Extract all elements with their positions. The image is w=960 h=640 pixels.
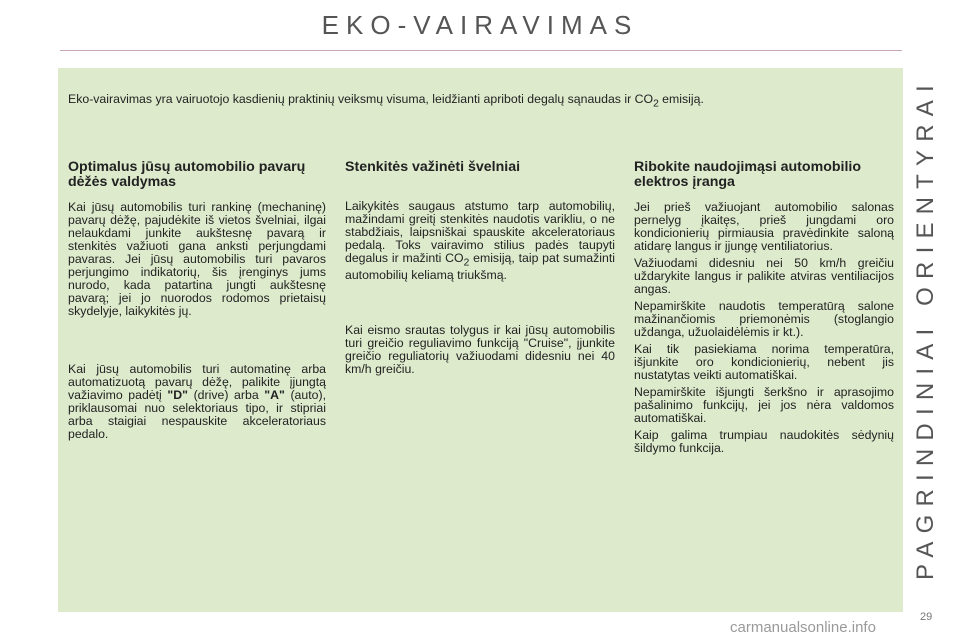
title-divider bbox=[60, 50, 902, 51]
electrical-paragraph: Jei prieš važiuojant automobilio salonas pernelyg įkaitęs, prieš jungdami oro kondicionierių pirmiausia pravėdinkite saloną atidarę langus ir įjungę ventiliatorius. bbox=[634, 200, 894, 253]
smooth-driving-heading: Stenkitės važinėti švelniai bbox=[345, 159, 521, 175]
intro-text-end: emisiją. bbox=[658, 92, 704, 106]
gearbox-heading: Optimalus jūsų automobilio pavarų dėžės valdymas bbox=[68, 159, 306, 190]
content-panel bbox=[58, 68, 903, 612]
intro-subscript: 2 bbox=[653, 98, 659, 110]
column-electrical bbox=[634, 160, 894, 459]
column-gearbox bbox=[68, 160, 326, 441]
section-side-title: PAGRINDINIAI ORIENTYRAI bbox=[912, 77, 939, 580]
intro-text: Eko-vairavimas yra vairuotojo kasdienių praktinių veiksmų visuma, leidžianti apriboti degalų sąnaudas ir CO bbox=[68, 92, 654, 106]
smooth-text-2: emisiją, taip pat sumažinti automobilių keliamą triukšmą. bbox=[345, 251, 615, 283]
gearbox-manual-paragraph: Kai jūsų automobilis turi rankinę (mechaninę) pavarų dėžę, pajudėkite iš vietos švelniai, ilgai nelaukdami junkite aukštesnę pavarą ir stenkitės važiuoti gana anksti perjungdami pavaras. Jei jūsų automobilis turi pavaros perjungimo indikatorių, šis įrenginys jums nurodo, kada patartina jungti aukštesnę pavarą; jei jo nuorodos rodomos prietaisų skydelyje, laikykitės jų. bbox=[68, 200, 326, 318]
auto-text-3: (auto), priklausomai nuo selektoriaus tipo, ir stipriai arba staigiai nespauskite akceleratoriaus pedalo. bbox=[68, 388, 326, 441]
electrical-paragraph: Nepamirškite išjungti šerkšno ir aprasojimo pašalinimo funkcijų, jei jos nėra valdomos automatiškai. bbox=[634, 385, 894, 425]
electrical-paragraph: Kai tik pasiekiama norima temperatūra, išjunkite oro kondicionierių, nebent jis nustatytas veikti automatiškai. bbox=[634, 342, 894, 382]
smooth-subscript: 2 bbox=[463, 257, 470, 269]
auto-text-2: (drive) arba bbox=[187, 388, 265, 402]
intro-paragraph bbox=[68, 92, 898, 111]
electrical-paragraph: Kaip galima trumpiau naudokitės sėdynių šildymo funkcija. bbox=[634, 428, 894, 455]
electrical-paragraph: Nepamirškite naudotis temperatūrą salone mažinančiomis priemonėmis (stoglangio uždanga, užuolaidėlėmis ir kt.). bbox=[634, 299, 894, 339]
auto-text-1: Kai jūsų automobilis turi automatinę arba automatizuotą pavarų dėžę, palikite įjungtą važiavimo padėtį bbox=[68, 362, 326, 402]
column-smooth-driving bbox=[345, 160, 615, 376]
page-title: EKO-VAIRAVIMAS bbox=[321, 10, 639, 40]
watermark-text: carmanualsonline.info bbox=[730, 619, 876, 636]
smooth-text-1: Laikykitės saugaus atstumo tarp automobilių, mažindami greitį stenkitės naudotis varikliu, o ne stabdžiais, laipsniškai spauskite akceleratoriaus pedalą. Toks vairavimo stilius padės taupyti degalus ir mažinti CO bbox=[345, 199, 615, 265]
cruise-paragraph: Kai eismo srautas tolygus ir kai jūsų automobilis turi greičio reguliavimo funkciją "Cruise", įjunkite greičio reguliatorių važiuodami didesniu nei 40 km/h greičiu. bbox=[345, 323, 615, 377]
electrical-paragraph: Važiuodami didesniu nei 50 km/h greičiu uždarykite langus ir palikite atviras ventiliacijos angas. bbox=[634, 256, 894, 296]
gearbox-automatic-paragraph bbox=[68, 363, 326, 441]
smooth-driving-paragraph bbox=[345, 200, 615, 282]
page-number: 29 bbox=[920, 611, 933, 623]
auto-text-d: "D" bbox=[167, 388, 188, 402]
electrical-heading: Ribokite naudojimąsi automobilio elektros įranga bbox=[634, 159, 862, 190]
auto-text-a: "A" bbox=[264, 388, 285, 402]
